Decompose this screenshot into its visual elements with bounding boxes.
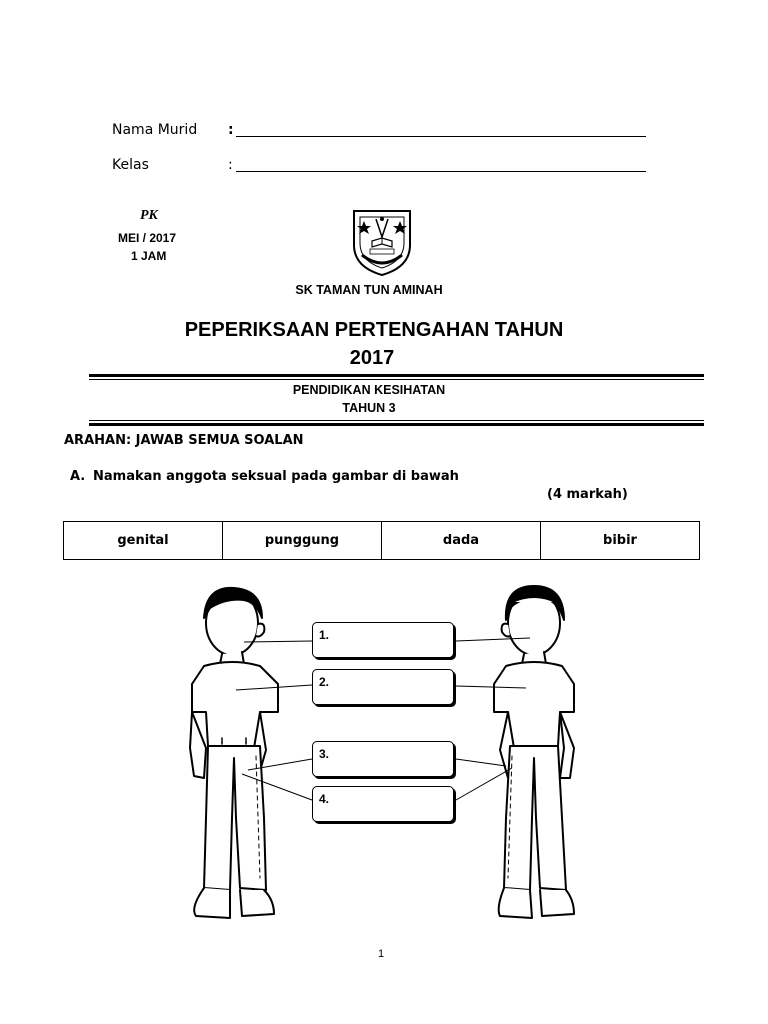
question-label: A.	[70, 469, 86, 484]
instructions: ARAHAN: JAWAB SEMUA SOALAN	[64, 433, 304, 448]
exam-date: MEI / 2017	[118, 231, 177, 245]
page-number: 1	[378, 948, 385, 960]
answer-box-3[interactable]	[312, 741, 454, 777]
paper-code: PK	[140, 208, 158, 223]
class-line[interactable]	[236, 171, 646, 172]
student-name-colon: :	[228, 122, 234, 138]
exam-year: 2017	[349, 347, 395, 369]
header-rule-bottom	[89, 423, 704, 426]
word-bank-cell: bibir	[541, 522, 700, 560]
header-rule-bottom-thin	[89, 420, 704, 421]
girl-figure	[494, 586, 574, 918]
answer-box-number: 1.	[319, 628, 330, 642]
student-name-line[interactable]	[236, 136, 646, 137]
word-bank-table	[63, 521, 700, 560]
boy-figure	[190, 588, 278, 918]
word-bank-cell: dada	[382, 522, 541, 560]
answer-box-number: 4.	[319, 792, 330, 806]
answer-box-number: 3.	[319, 747, 330, 761]
question-marks: (4 markah)	[547, 487, 628, 502]
school-crest-logo	[346, 205, 418, 277]
class-label: Kelas	[112, 157, 149, 173]
exam-duration: 1 JAM	[131, 249, 167, 263]
answer-box-2[interactable]	[312, 669, 454, 705]
header-rule-top	[89, 374, 704, 377]
word-bank-cell: punggung	[223, 522, 382, 560]
header-rule-top-thin	[89, 379, 704, 380]
class-colon: :	[228, 157, 233, 173]
answer-box-1[interactable]	[312, 622, 454, 658]
leader-line-3-right	[456, 759, 506, 766]
leader-line-4-right	[456, 768, 512, 800]
student-name-label: Nama Murid	[112, 122, 198, 138]
grade-level: TAHUN 3	[342, 401, 396, 415]
answer-box-4[interactable]	[312, 786, 454, 822]
word-bank-cell: genital	[64, 522, 223, 560]
school-name: SK TAMAN TUN AMINAH	[295, 283, 443, 297]
answer-box-number: 2.	[319, 675, 330, 689]
exam-title: PEPERIKSAAN PERTENGAHAN TAHUN	[184, 319, 564, 341]
question-text: Namakan anggota seksual pada gambar di bawah	[93, 469, 459, 484]
subject-name: PENDIDIKAN KESIHATAN	[292, 383, 446, 397]
